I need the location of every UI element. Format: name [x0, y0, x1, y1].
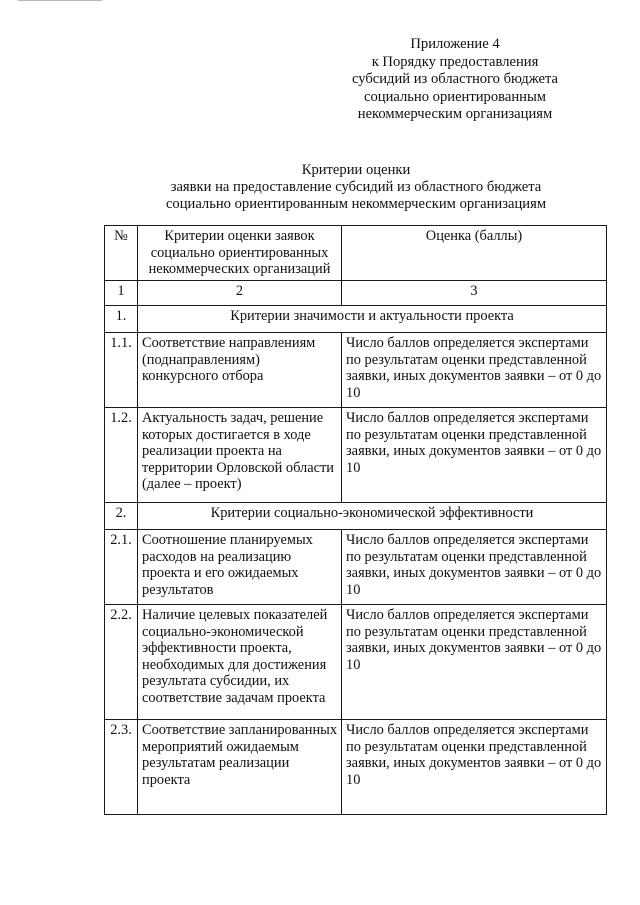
- document-title: [100, 162, 612, 213]
- header-criteria: Критерии оценки заявок социально ориентированных некоммерческих организаций: [138, 226, 342, 281]
- criterion-cell: Соответствие направлениям (поднаправлениям) конкурсного отбора: [138, 333, 342, 408]
- section-row: [105, 503, 607, 530]
- table-row: [105, 720, 607, 815]
- header-num: №: [105, 226, 138, 281]
- appendix-note: [330, 36, 580, 124]
- column-number-row: [105, 281, 607, 306]
- criterion-cell: Наличие целевых показателей социально-экономической эффективности проекта, необходимых для достижения результата субсидии, их соответствие задачам проекта: [138, 605, 342, 720]
- table-row: [105, 408, 607, 503]
- criterion-cell: Соотношение планируемых расходов на реализацию проекта и его ожидаемых результатов: [138, 530, 342, 605]
- section-row: [105, 306, 607, 333]
- table-header-row: [105, 226, 607, 281]
- title-line: Критерии оценки: [301, 162, 411, 178]
- section-number: 1.: [105, 306, 138, 333]
- score-cell: Число баллов определяется экспертами по результатам оценки представленной заявки, иных документов заявки – от 0 до 10: [342, 333, 607, 408]
- appendix-line: социально ориентированным: [363, 88, 546, 105]
- header-score: Оценка (баллы): [342, 226, 607, 281]
- row-number: 1.1.: [105, 333, 138, 408]
- column-number: 3: [342, 281, 607, 306]
- appendix-line: некоммерческим организациям: [357, 106, 553, 123]
- appendix-line: субсидий из областного бюджета: [351, 71, 559, 88]
- score-cell: Число баллов определяется экспертами по результатам оценки представленной заявки, иных документов заявки – от 0 до 10: [342, 530, 607, 605]
- appendix-line: Приложение 4: [410, 36, 500, 52]
- table-row: [105, 530, 607, 605]
- criteria-table: [104, 225, 607, 815]
- score-cell: Число баллов определяется экспертами по результатам оценки представленной заявки, иных документов заявки – от 0 до 10: [342, 605, 607, 720]
- column-number: 1: [105, 281, 138, 306]
- column-number: 2: [138, 281, 342, 306]
- score-cell: Число баллов определяется экспертами по результатам оценки представленной заявки, иных документов заявки – от 0 до 10: [342, 720, 607, 815]
- title-line: заявки на предоставление субсидий из областного бюджета: [170, 179, 542, 195]
- appendix-line: к Порядку предоставления: [371, 53, 539, 70]
- section-title: Критерии социально-экономической эффективности: [138, 503, 607, 530]
- row-number: 2.3.: [105, 720, 138, 815]
- criterion-cell: Соответствие запланированных мероприятий ожидаемым результатам реализации проекта: [138, 720, 342, 815]
- criterion-cell: Актуальность задач, решение которых достигается в ходе реализации проекта на территории Орловской области (далее – проект): [138, 408, 342, 503]
- scan-edge-line: [18, 0, 102, 1]
- title-line: социально ориентированным некоммерческим организациям: [165, 196, 547, 212]
- table-row: [105, 605, 607, 720]
- row-number: 1.2.: [105, 408, 138, 503]
- row-number: 2.1.: [105, 530, 138, 605]
- row-number: 2.2.: [105, 605, 138, 720]
- section-number: 2.: [105, 503, 138, 530]
- score-cell: Число баллов определяется экспертами по результатам оценки представленной заявки, иных документов заявки – от 0 до 10: [342, 408, 607, 503]
- section-title: Критерии значимости и актуальности проекта: [138, 306, 607, 333]
- table-row: [105, 333, 607, 408]
